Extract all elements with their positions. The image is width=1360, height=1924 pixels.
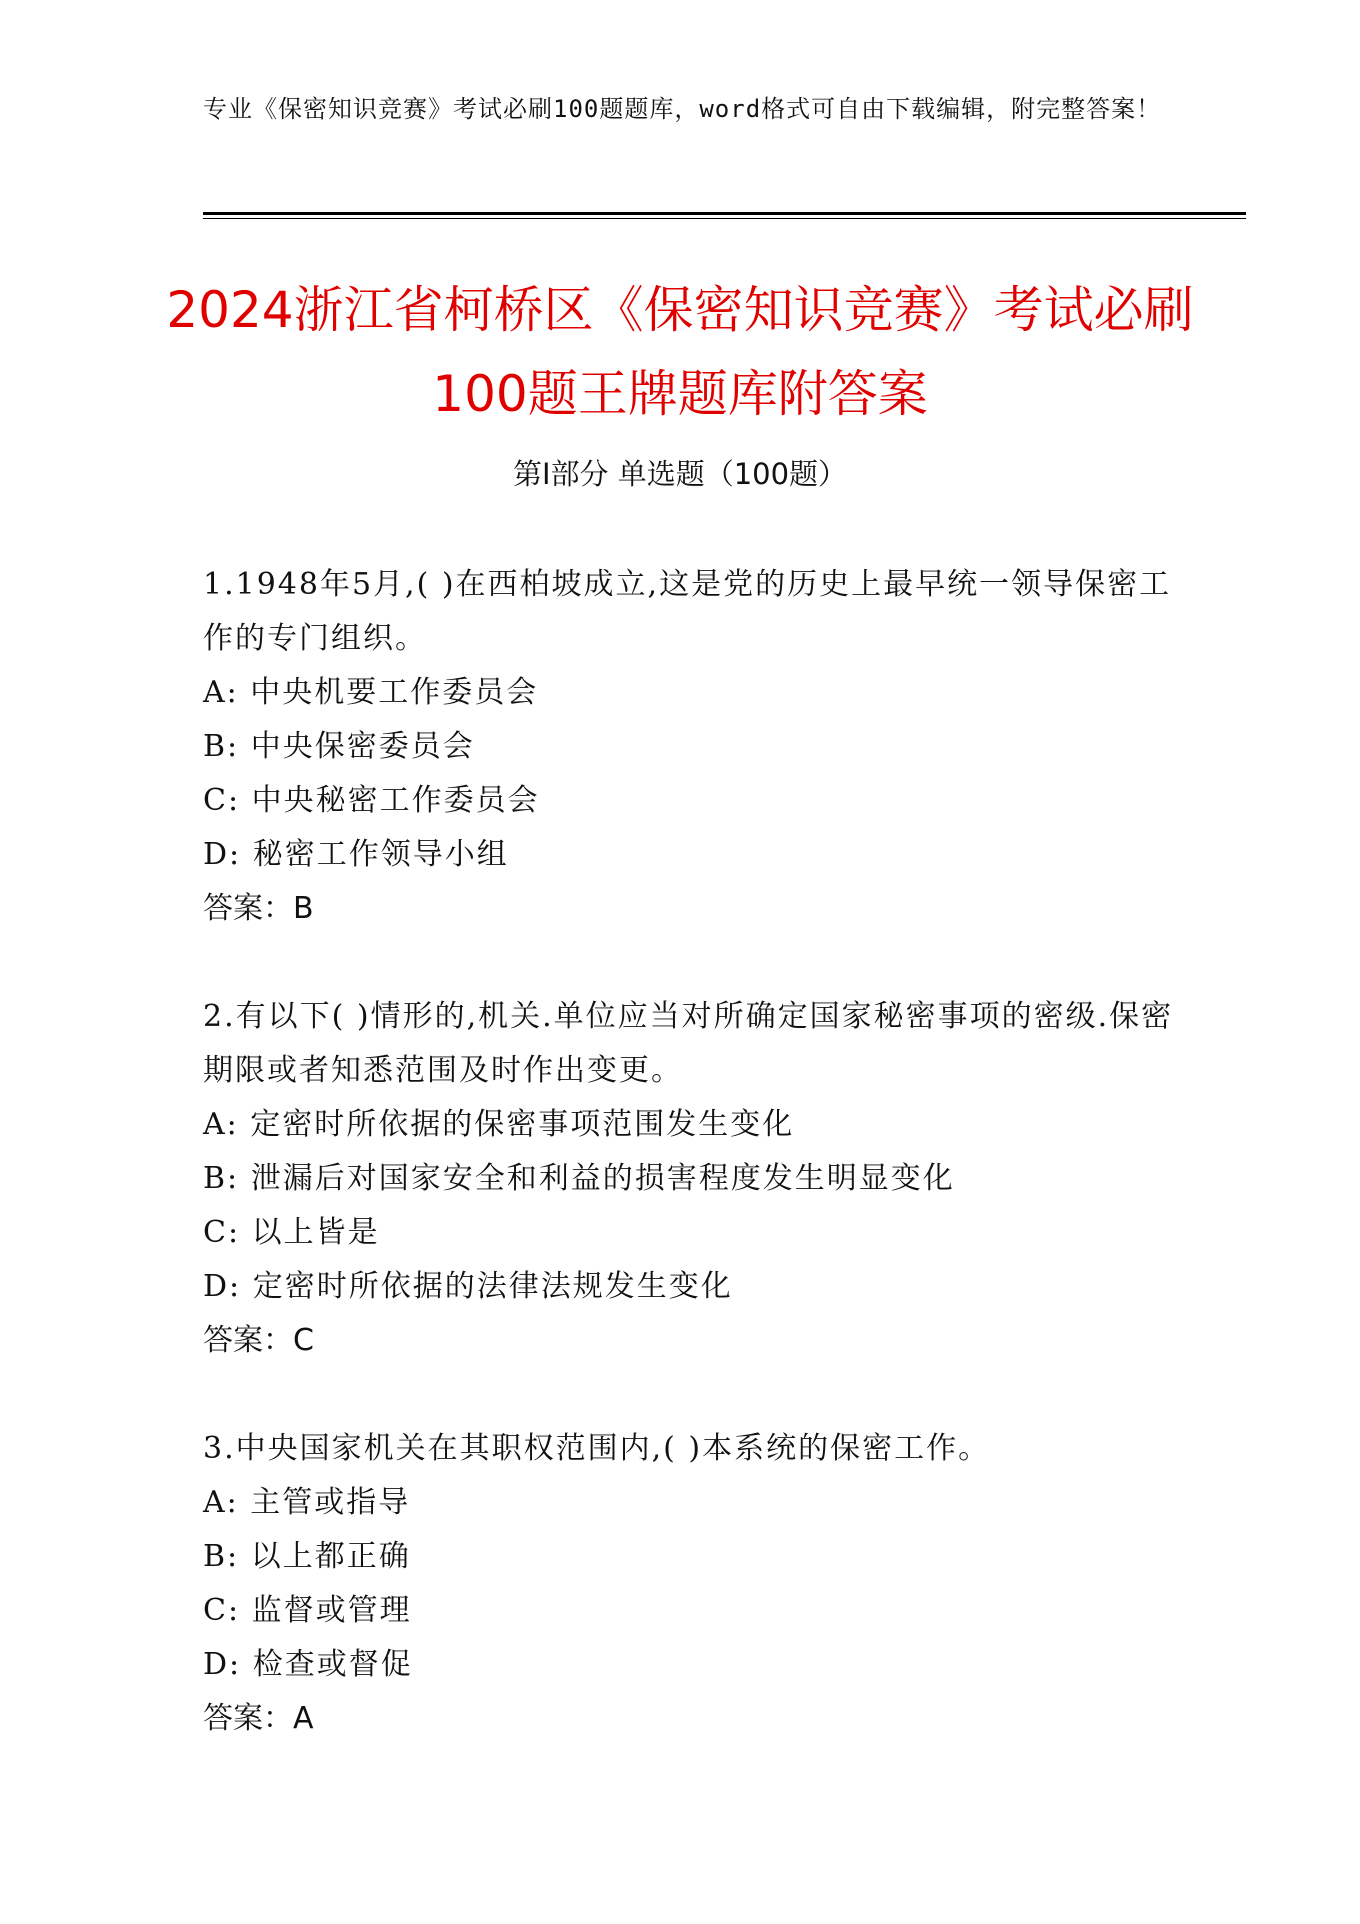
header-divider-thick [203,212,1246,215]
option-c: C: 监督或管理 [203,1593,412,1628]
option-a: A: 中央机要工作委员会 [203,675,539,710]
option-d: D: 定密时所依据的法律法规发生变化 [203,1269,733,1304]
question-stem: 1.1948年5月,( )在西柏坡成立,这是党的历史上最早统一领导保密工作的专门组织。 [203,567,1172,656]
option-b: B: 中央保密委员会 [203,729,475,764]
question-stem: 3.中央国家机关在其职权范围内,( )本系统的保密工作。 [203,1431,991,1466]
option-d: D: 秘密工作领导小组 [203,837,509,872]
question-list [203,558,1183,1800]
option-a: A: 主管或指导 [203,1485,411,1520]
option-b: B: 以上都正确 [203,1539,411,1574]
option-b: B: 泄漏后对国家安全和利益的损害程度发生明显变化 [203,1161,955,1196]
header-divider-thin [203,218,1246,219]
section-title: 第Ⅰ部分 单选题（100题） [512,457,848,491]
option-d: D: 检查或督促 [203,1647,413,1682]
question-3 [203,1422,1183,1746]
option-c: C: 以上皆是 [203,1215,380,1250]
answer: 答案：A [203,1701,314,1736]
header-note: 专业《保密知识竞赛》考试必刷100题题库，word格式可自由下载编辑，附完整答案！ [203,95,1162,123]
question-stem: 2.有以下( )情形的,机关.单位应当对所确定国家秘密事项的密级.保密期限或者知悉范围及时作出变更。 [203,999,1174,1088]
question-1 [203,558,1183,936]
option-a: A: 定密时所依据的保密事项范围发生变化 [203,1107,795,1142]
option-c: C: 中央秘密工作委员会 [203,783,540,818]
answer: 答案：C [203,1323,314,1358]
question-2 [203,990,1183,1368]
document-title: 2024浙江省柯桥区《保密知识竞赛》考试必刷100题王牌题库附答案 [166,281,1194,423]
answer: 答案：B [203,891,314,926]
